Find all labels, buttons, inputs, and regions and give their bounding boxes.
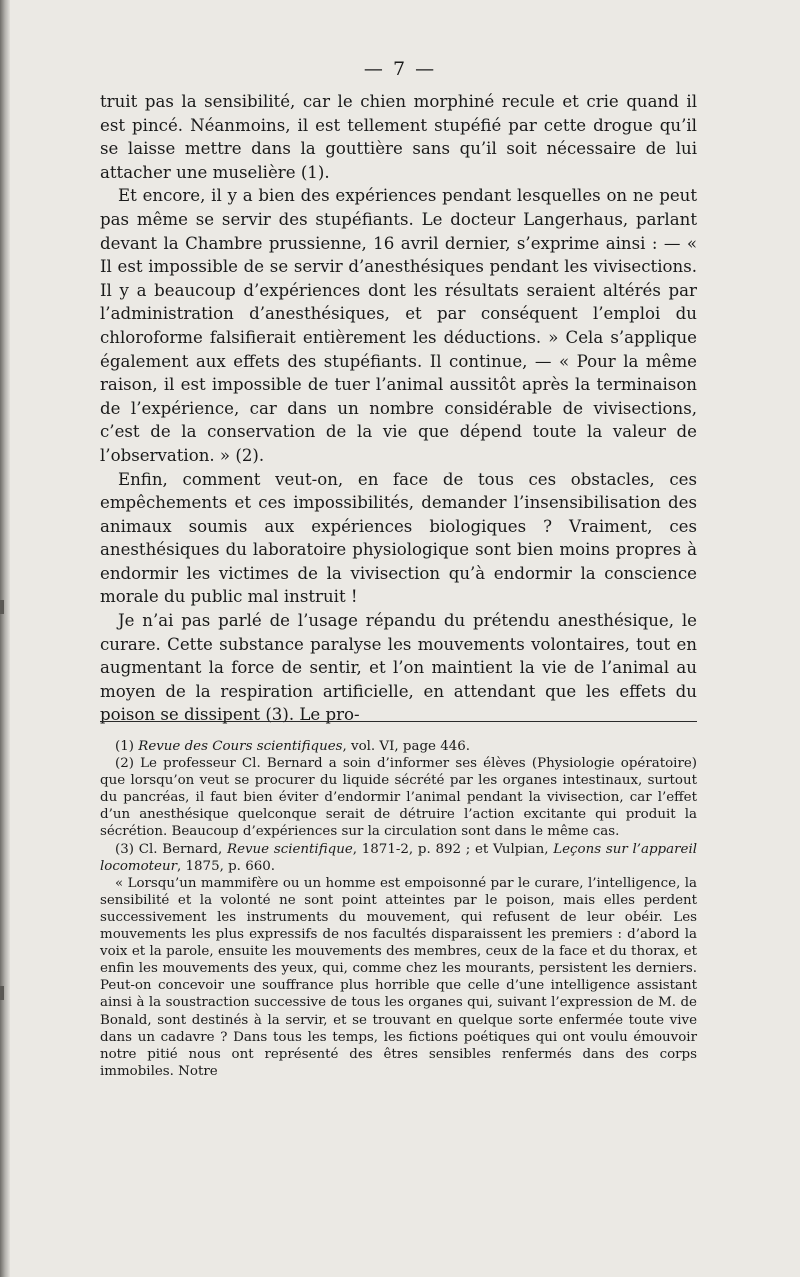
main-text: [100, 90, 697, 727]
page-binding-edge: [0, 0, 10, 1277]
footnote-2: (2) Le professeur Cl. Bernard a soin d’informer ses élèves (Physiologie opératoire) que lorsqu’on veut se procurer du liquide sécrété par les organes intestinaux, surtout du pancréas, il faut bien éviter d’endormir l’animal pendant la vivisection, car l’effet d’un anesthésique quelconque serait de détruire l’action excitante qui produit la sécrétion. Beaucoup d’expériences sur la circulation sont dans le même cas.: [100, 756, 697, 840]
paragraph: Et encore, il y a bien des expériences pendant lesquelles on ne peut pas même se servir des stupéfiants. Le docteur Langerhaus, parlant devant la Chambre prussienne, 16 avril dernier, s’exprime ainsi : — « Il est impossible de se servir d’anesthésiques pendant les vivisections. Il y a beaucoup d’expériences dont les résultats seraient altérés par l’administration d’anesthésiques, et par conséquent l’emploi du chloroforme falsifierait entièrement les déductions. » Cela s’applique également aux effets des stupéfiants. Il continue, — « Pour la même raison, il est impossible de tuer l’animal aussitôt après la terminaison de l’expérience, car dans un nombre considérable de vivisections, c’est de la conservation de la vie que dépend toute la valeur de l’observation. » (2).: [100, 186, 697, 465]
footnote-divider: [100, 721, 697, 722]
paragraph: Je n’ai pas parlé de l’usage répandu du prétendu anesthésique, le curare. Cette substance paralyse les mouvements volontaires, tout en augmentant la force de sentir, et l’on maintient la vie de l’animal au moyen de la respiration artificielle, en attendant que les effets du poison se dissipent (3). Le pro-: [100, 611, 697, 725]
book-title: Leçons sur l’appareil locomoteur: [100, 841, 698, 874]
paragraph: Enfin, comment veut-on, en face de tous ces obstacles, ces empêchements et ces impossibilités, demander l’insensibilisation des animaux soumis aux expériences biologiques ? Vraiment, ces anesthésiques du laboratoire physiologique sont bien moins propres à endormir les victimes de la vivisection qu’à endormir la conscience morale du public mal instruit !: [100, 469, 697, 607]
journal-title: Revue des Cours scientifiques: [138, 739, 343, 754]
footnotes: [100, 738, 697, 1080]
paragraph: truit pas la sensibilité, car le chien morphiné recule et crie quand il est pincé. Néanmoins, il est tellement stupéfié par cette drogue qu’il se laisse mettre dans la gouttière sans qu’il soit nécessaire de lui attacher une muselière (1).: [100, 92, 697, 182]
journal-title: Revue scientifique: [226, 841, 353, 857]
footnote-quote: « Lorsqu’un mammifère ou un homme est empoisonné par le curare, l’intelligence, la sensibilité et la volonté ne sont point atteintes par le poison, mais elles perdent successivement les instruments du mouvement, qui refusent de leur obéir. Les mouvements les plus expressifs de nos facultés disparaissent les premiers : d’abord la voix et la parole, ensuite les mouvements des membres, ceux de la face et du thorax, et enfin les mouvements des yeux, qui, comme chez les mourants, persistent les derniers. Peut-on concevoir une souffrance plus horrible que celle d’une intelligence assistant ainsi à la soustraction successive de tous les organes qui, suivant l’expression de M. de Bonald, sont destinés à la servir, et se trouvant en quelque sorte enfermée toute vive dans un cadavre ? Dans tous les temps, les fictions poétiques qui ont voulu émouvoir notre pitié nous ont représenté des êtres sensibles renfermés dans des corps immobiles. Notre: [100, 875, 697, 1079]
footnote-3: (3) Cl. Bernard, Revue scientifique, 1871-2, p. 892 ; et Vulpian, Leçons sur l’appareil locomoteur, 1875, p. 660.: [100, 841, 698, 874]
footnote-1: (1) Revue des Cours scientifiques, vol. VI, page 446.: [115, 739, 471, 754]
margin-mark: [0, 986, 4, 1000]
page-number: — 7 —: [363, 58, 437, 80]
margin-mark: [0, 600, 4, 614]
